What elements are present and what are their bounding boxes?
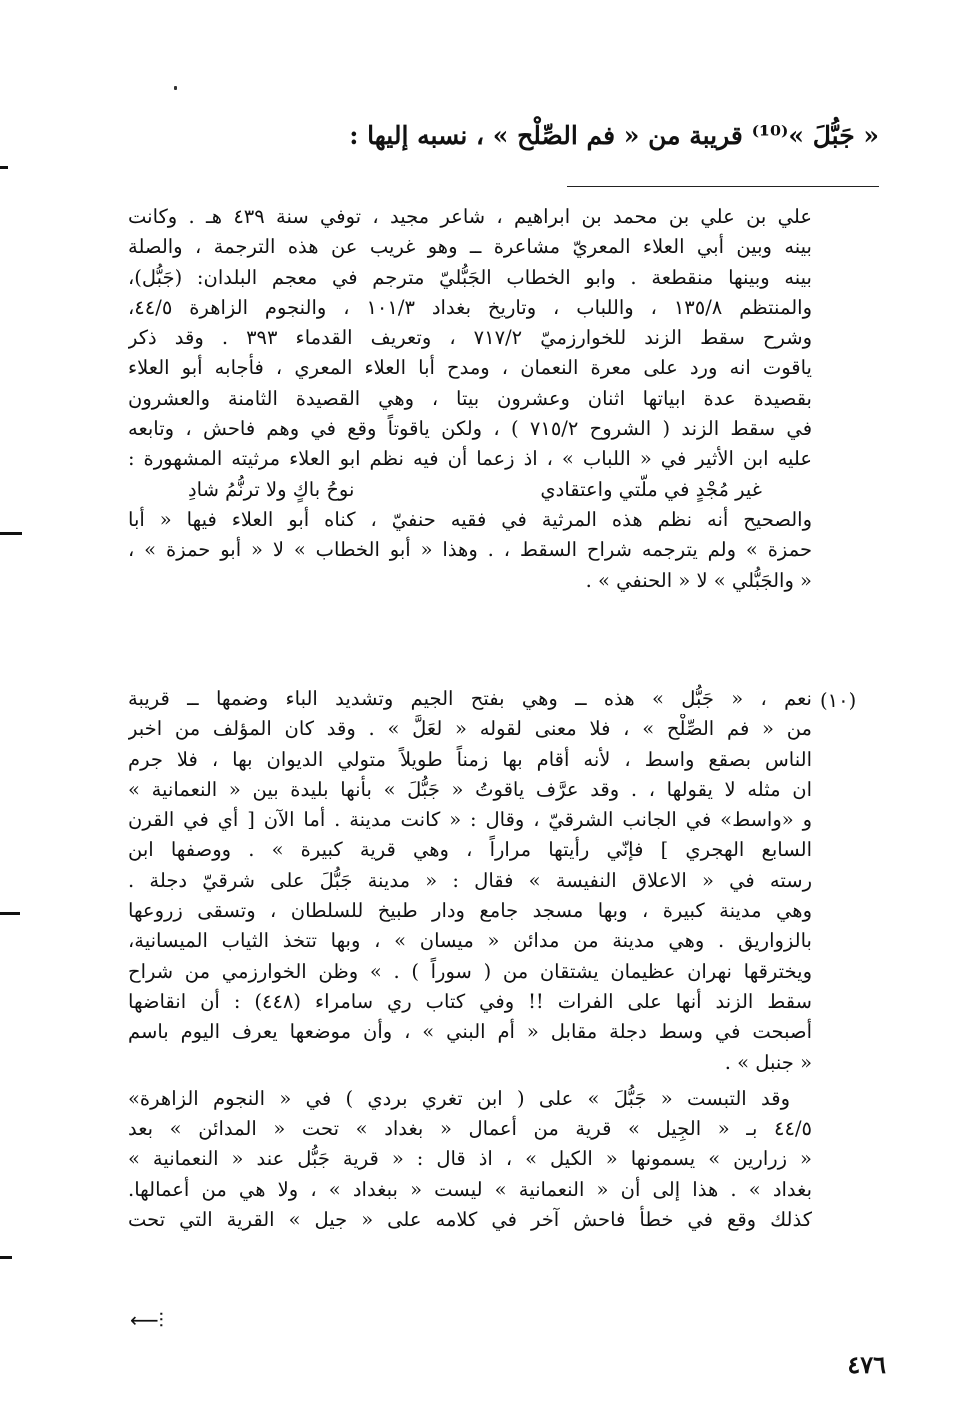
text-line: بقصيدة عدة ابياتها اثنان وعشرون بيتا ، وهي القصيدة الثامنة والعشرون (128, 386, 812, 410)
verse-hemistich-second: نوحُ باكٍ ولا ترنُّمُ شادِ (188, 477, 355, 501)
text-line: من « فم الصِّلْح » ، فلا معنى لقوله « لعَلَّ » . وقد كان المؤلف من اخبر (128, 717, 812, 741)
text-line: « والجَبُّلي » لا « الحنفي » . (585, 568, 812, 592)
verse-hemistich-first: غير مُجْدٍ في ملّتي واعتقادي (540, 477, 762, 501)
text-line: الناس بصقع واسط ، لأنه أقام بها زمناً طويلاً متولي الديوان بها ، فلا جرم (128, 747, 812, 771)
text-line: كذلك وقع في خطأ فاحش آخر في كلامه على « جيل » القرية التي تحت (128, 1208, 812, 1232)
text-line: بالزواريق . وهي مدينة من مدائن « ميسان » ، وبها تتخذ الثياب الميسانية، (128, 929, 812, 953)
text-line: وقد التبست « جَبُّلَ » على ( ابن تغري بردي ) في « النجوم الزاهرة» (128, 1086, 790, 1110)
footnote-number: (١٠) (820, 689, 857, 712)
margin-mark (0, 912, 20, 915)
text-line: سقط الزند أنها على الفرات !! وفي كتاب ري سامراء (٤٤٨) : أن انقاضها (128, 989, 812, 1013)
margin-mark (0, 1256, 12, 1259)
text-line: رسته في « الاعلاق النفيسة » فقال : « مدينة جَبُّلَ على شرقيّ دجلة . (128, 868, 812, 892)
text-line: عليه ابن الأثير في « اللباب » ، اذ زعما أن فيه نظم ابو العلاء مرثيته المشهورة : (128, 447, 812, 471)
text-line: في سقط الزند ( الشروح ٧١٥/٢ ) ، ولكن ياقوتاً وقع في وهم فاحش ، وتابعه (128, 417, 812, 441)
text-line: بغداد » . هذا إلى أن « النعمانية » ليست « ببغداد » ، ولا هي من أعمالها. (128, 1177, 812, 1201)
ink-speck (174, 86, 177, 90)
text-line: ٤٤/٥ بـ « الجِيل » قرية من أعمال « بغداد » تحت « المدائن » بعد (128, 1117, 812, 1141)
text-line: وشرح سقط الزند للخوارزميّ ٧١٧/٢ ، وتعريف القدماء ٣٩٣ . وقد ذكر (128, 326, 812, 350)
text-line: « زرارين » يسمونها « الكيل » ، اذ قال : « قرية جَبُّل عند « النعمانية » (128, 1147, 812, 1171)
text-line: علي بن علي بن محمد بن ابراهيم ، شاعر مجيد ، توفي سنة ٤٣٩ هـ . وكانت (128, 205, 812, 228)
text-line: « جنبل » . (724, 1050, 812, 1074)
text-line: والصحيح أنه نظم هذه المرثية في فقيه حنفيّ ، كناه أبو العلاء فيها « أبا (128, 507, 812, 531)
margin-mark (0, 532, 22, 535)
text-line: بينه وبينها منقطعة . وابو الخطاب الجَبُّليّ مترجم في معجم البلدان: (جَبُّل)، (128, 265, 812, 289)
text-line: ويخترقها نهران عظيمان يشتقان من ( سوراً ) . » وظن الخوارزمي من شراح (128, 959, 812, 983)
text-line: و «واسط» في الجانب الشرقيّ ، وقال : « كانت مدينة . أما الآن [ أي في القرن (128, 808, 812, 832)
margin-mark (0, 166, 8, 169)
heading-divider (567, 186, 879, 187)
verse-heading: « جَبُّلَ »⁽¹⁰⁾ قريبة من « فم الصِّلْح » ، نسبه إليها : (349, 121, 879, 150)
text-line: نعم ، « جَبُّل » هذه ــ وهي بفتح الجيم وتشديد الباء وضمها ــ قريبة (128, 687, 812, 710)
text-line: السابع الهجري ] فإنّي رأيتها مراراً ، وهي قرية كبيرة » . ووصفها ابن (128, 838, 812, 862)
biography-block (128, 202, 812, 596)
page-number: ٤٧٦ (847, 1350, 886, 1379)
quoted-verse (128, 475, 812, 505)
text-line: وهي مدينة كبيرة ، وبها مسجد جامع ودار طبيخ للسلطان ، وتسقى زروعها (128, 899, 812, 923)
continued-arrow-icon: ⟵⫶ (130, 1308, 164, 1332)
text-line: ان مثله لا يقولها ، . وقد عرَّف ياقوتُ « جَبُّلَ » بأنها بليدة بين « النعمانية » (128, 777, 812, 801)
text-line: والمنتظم ١٣٥/٨ ، واللباب ، وتاريخ بغداد ١٠١/٣ ، والنجوم الزاهرة ٤٤/٥، (128, 295, 812, 319)
text-line: حمزة » ولم يترجمه شراح السقط ، . وهذا « أبو الخطاب » لا « أبو حمزة » ، (128, 538, 812, 562)
text-line: أصبحت في وسط دجلة مقابل « أم البني » ، وأن موضعها يعرف اليوم باسم (128, 1020, 812, 1044)
text-line: ياقوت انه ورد على معرة النعمان ، ومدح أبا العلاء المعري ، فأجابه أبو العلاء (128, 356, 812, 380)
text-line: بينه وبين أبي العلاء المعريّ مشاعرة ــ وهو غريب عن هذه الترجمة ، والصلة (128, 235, 812, 259)
footnote-block (128, 684, 812, 1235)
